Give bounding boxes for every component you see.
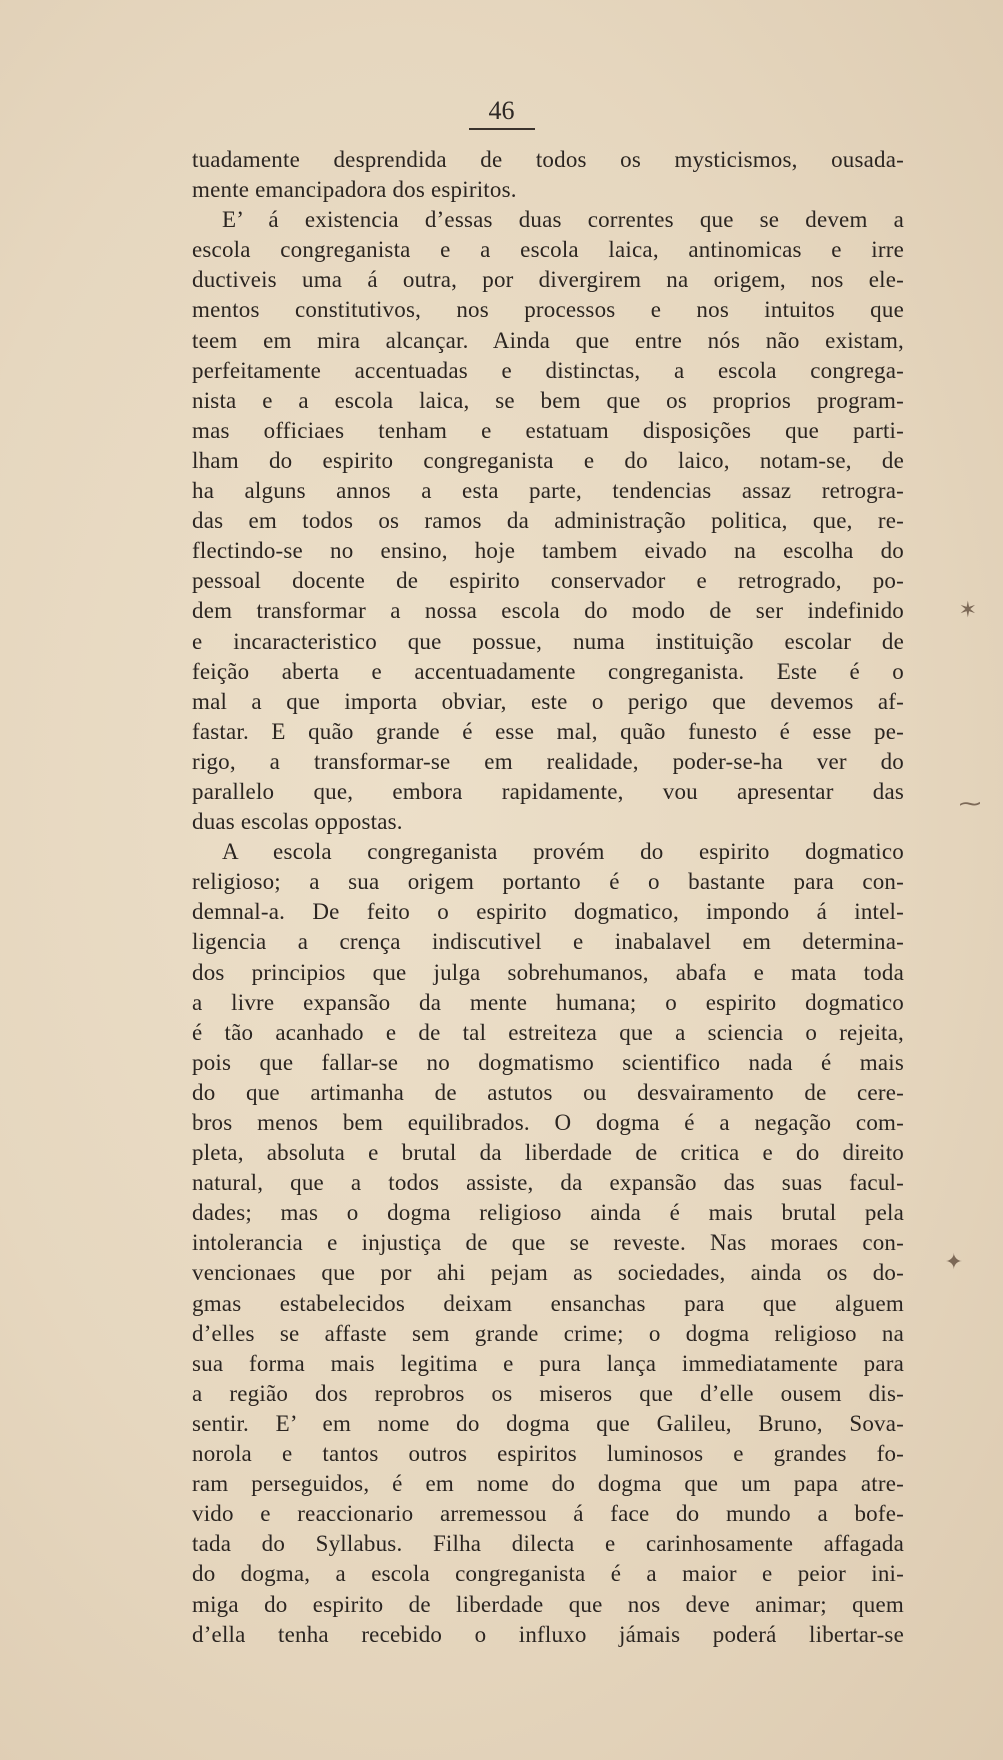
text-line: parallelo que, embora rapidamente, vou apresentar das <box>192 778 904 804</box>
text-line: nista e a escola laica, se bem que os proprios program- <box>192 387 904 413</box>
text-line: duas escolas oppostas. <box>192 809 403 835</box>
text-line: intolerancia e injustiça de que se reveste. Nas moraes con- <box>192 1230 904 1256</box>
page-number <box>0 96 1003 130</box>
text-line: do dogma, a escola congreganista é a maior e peior ini- <box>192 1561 904 1587</box>
margin-marks <box>943 0 1003 1760</box>
text-line: feição aberta e accentuadamente congreganista. Este é o <box>192 658 904 684</box>
text-line: do que artimanha de astutos ou desvairamento de cere- <box>192 1079 904 1105</box>
text-line: a livre expansão da mente humana; o espirito dogmatico <box>192 989 904 1015</box>
text-line: tuadamente desprendida de todos os mysticismos, ousada- <box>192 147 904 172</box>
margin-stain-icon: ✦ <box>944 1250 963 1275</box>
text-line: flectindo-se no ensino, hoje tambem eivado na escolha do <box>192 538 904 564</box>
text-line: ram perseguidos, é em nome do dogma que um papa atre- <box>192 1471 904 1497</box>
text-line: mas officiaes tenham e estatuam disposições que parti- <box>192 417 904 443</box>
text-line: tada do Syllabus. Filha dilecta e carinhosamente affagada <box>192 1531 904 1557</box>
body-text <box>192 145 904 1650</box>
text-line: d’elles se affaste sem grande crime; o dogma religioso na <box>192 1320 904 1346</box>
text-line: natural, que a todos assiste, da expansão das suas facul- <box>192 1170 904 1196</box>
text-line: dem transformar a nossa escola do modo de ser indefinido <box>192 598 904 624</box>
text-line: é tão acanhado e de tal estreiteza que a sciencia o rejeita, <box>192 1019 904 1045</box>
text-line: sua forma mais legitima e pura lança immediatamente para <box>192 1350 904 1376</box>
text-line: d’ella tenha recebido o influxo jámais poderá libertar-se <box>192 1621 904 1647</box>
margin-stain-icon: ✶ <box>958 598 977 623</box>
text-line: ductiveis uma á outra, por divergirem na origem, nos ele- <box>192 267 904 293</box>
text-line: religioso; a sua origem portanto é o bastante para con- <box>192 869 904 895</box>
text-line: rigo, a transformar-se em realidade, poder-se-ha ver do <box>192 748 904 774</box>
text-line: das em todos os ramos da administração politica, que, re- <box>192 508 904 534</box>
page-number-rule <box>469 128 535 130</box>
text-line: sentir. E’ em nome do dogma que Galileu, Bruno, Sova- <box>192 1410 904 1436</box>
text-line: norola e tantos outros espiritos luminosos e grandes fo- <box>192 1441 904 1467</box>
text-line: escola congreganista e a escola laica, antinomicas e irre <box>192 237 904 263</box>
page-number-text: 46 <box>488 96 515 125</box>
text-line: perfeitamente accentuadas e distinctas, a escola congrega- <box>192 357 904 383</box>
text-line: e incaracteristico que possue, numa instituição escolar de <box>192 628 904 654</box>
text-line: mal a que importa obviar, este o perigo que devemos af- <box>192 688 904 714</box>
text-line: bros menos bem equilibrados. O dogma é a negação com- <box>192 1110 904 1135</box>
text-line: a região dos reprobros os miseros que d’elle ousem dis- <box>192 1380 904 1406</box>
text-line: ligencia a crença indiscutivel e inabalavel em determina- <box>192 929 904 955</box>
text-line: mente emancipadora dos espiritos. <box>192 177 517 203</box>
text-line: mentos constitutivos, nos processos e nos intuitos que <box>192 297 904 323</box>
text-line: dades; mas o dogma religioso ainda é mais brutal pela <box>192 1200 904 1226</box>
text-line: pleta, absoluta e brutal da liberdade de critica e do direito <box>192 1140 904 1166</box>
text-line: E’ á existencia d’essas duas correntes que se devem a <box>222 207 904 233</box>
text-line: vencionaes que por ahi pejam as sociedades, ainda os do- <box>192 1260 904 1286</box>
text-line: fastar. E quão grande é esse mal, quão funesto é esse pe- <box>192 718 904 744</box>
text-line: ha alguns annos a esta parte, tendencias assaz retrogra- <box>192 478 904 504</box>
margin-stain-icon: ⁓ <box>959 792 981 817</box>
text-line: dos principios que julga sobrehumanos, abafa e mata toda <box>192 959 904 985</box>
text-line: vido e reaccionario arremessou á face do mundo a bofe- <box>192 1501 904 1527</box>
text-line: pois que fallar-se no dogmatismo scientifico nada é mais <box>192 1049 904 1075</box>
text-line: demnal-a. De feito o espirito dogmatico, impondo á intel- <box>192 899 904 925</box>
text-line: A escola congreganista provém do espirito dogmatico <box>222 839 904 865</box>
text-line: lham do espirito congreganista e do laico, notam-se, de <box>192 447 904 473</box>
text-line: gmas estabelecidos deixam ensanchas para que alguem <box>192 1290 904 1316</box>
text-line: teem em mira alcançar. Ainda que entre nós não existam, <box>192 327 904 353</box>
text-line: miga do espirito de liberdade que nos deve animar; quem <box>192 1591 904 1617</box>
text-line: pessoal docente de espirito conservador e retrogrado, po- <box>192 568 904 594</box>
